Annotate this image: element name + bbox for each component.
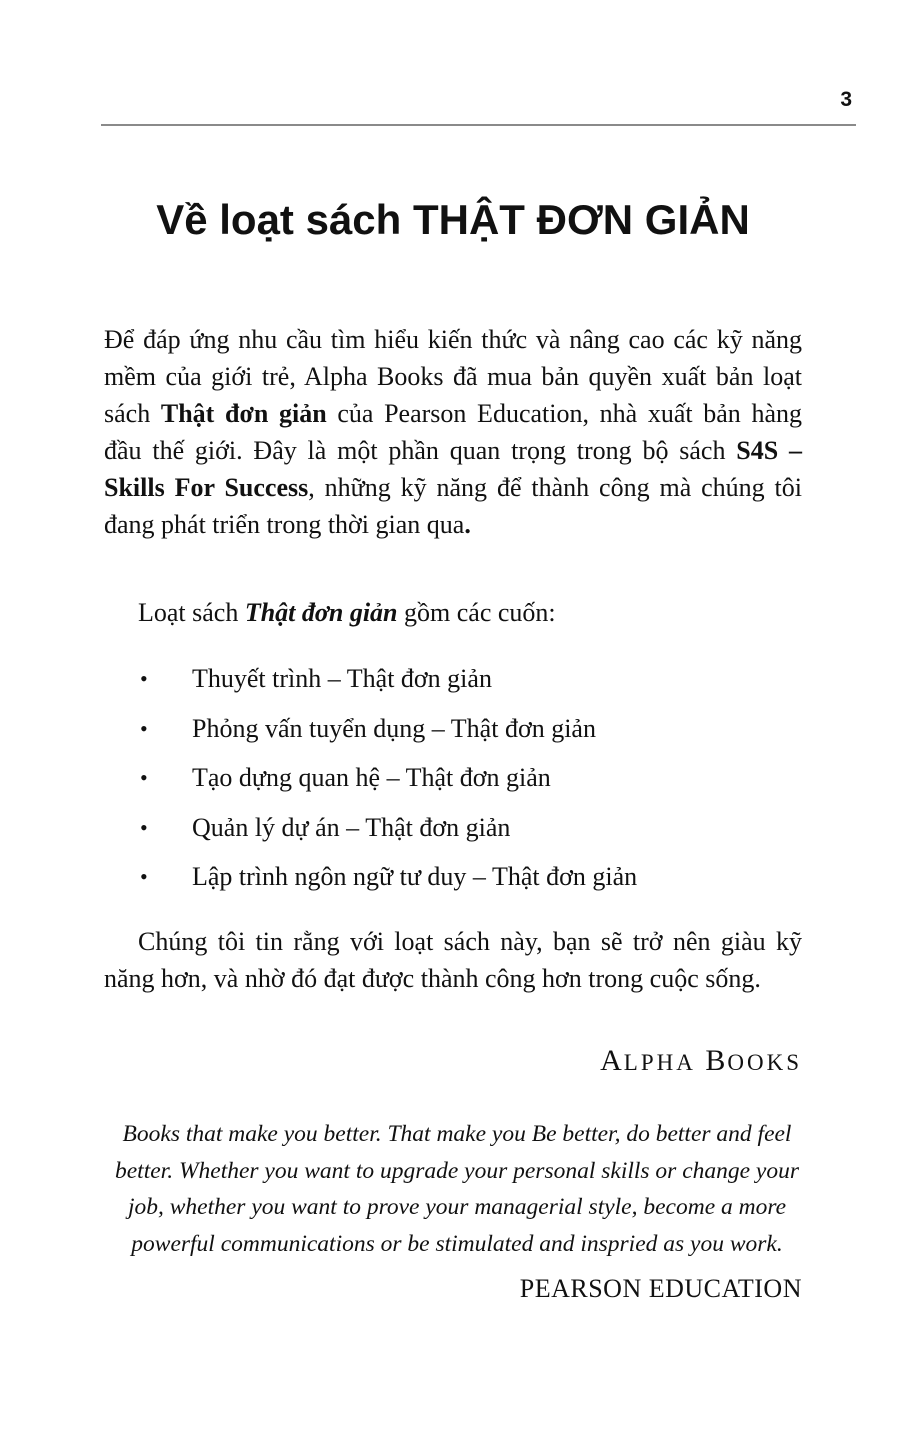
pearson-quote: Books that make you better. That make you Be better, do better and feel better. Whether you want to upgrade your personal skills or change your job, whether you want to prove your managerial style, become a more powerful communications or be stimulated and inspried as you work. [114, 1121, 800, 1257]
page-number: 3 [840, 88, 852, 111]
s4s-bold: S4S – Skills For Success [104, 436, 802, 502]
alpha-books-signature [600, 1044, 802, 1078]
bullet-icon: • [140, 765, 148, 790]
intro-end-mark: . [464, 510, 471, 539]
chapter-title: Về loạt sách THẬT ĐƠN GIẢN [156, 196, 750, 243]
closing-paragraph [104, 923, 802, 997]
alpha-initial: A [600, 1044, 624, 1077]
list-item [104, 710, 802, 747]
book-title: Tạo dựng quan hệ – Thật đơn giản [192, 763, 551, 792]
book-title: Quản lý dự án – Thật đơn giản [192, 812, 511, 842]
book-title: Phỏng vấn tuyển dụng – Thật đơn giản [192, 713, 596, 743]
intro-text-part3: , những kỹ năng để thành công mà chúng tôi đang phát triển trong thời gian qua [104, 473, 803, 539]
series-line-name: Thật đơn giản [244, 598, 398, 627]
list-item [104, 858, 802, 895]
list-item [104, 660, 802, 697]
list-item [104, 809, 802, 846]
list-item [104, 759, 802, 796]
book-title: Lập trình ngôn ngữ tư duy – Thật đơn giản [192, 862, 638, 891]
pearson-signature: PEARSON EDUCATION [519, 1274, 802, 1303]
closing-text: Chúng tôi tin rằng với loạt sách này, bạn sẽ trở nên giàu kỹ năng hơn, và nhờ đó đạt được thành công hơn trong cuộc sống. [104, 927, 802, 993]
books-rest: OOKS [727, 1050, 802, 1075]
bullet-icon: • [140, 814, 148, 840]
header-rule [101, 124, 856, 126]
book-title: Thuyết trình – Thật đơn giản [192, 664, 492, 693]
intro-text-part1: Để đáp ứng nhu cầu tìm hiểu kiến thức và nâng cao các kỹ năng mềm của giới trẻ, Alpha Books đã mua bản quyền xuất bản loạt sách [104, 325, 802, 428]
series-intro-line [138, 594, 802, 631]
books-initial: B [705, 1044, 728, 1077]
bullet-icon: • [140, 666, 148, 691]
series-line-prefix: Loạt sách [138, 598, 245, 627]
alpha-rest: LPHA [623, 1050, 696, 1075]
series-name-bold: Thật đơn giản [160, 399, 327, 428]
bullet-icon: • [140, 864, 148, 889]
bullet-icon: • [140, 715, 148, 741]
intro-paragraph [104, 321, 802, 543]
intro-text-part2: của Pearson Education, nhà xuất bản hàng đầu thế giới. Đây là một phần quan trọng trong bộ sách [104, 399, 802, 465]
book-list [104, 660, 802, 908]
series-line-suffix: gồm các cuốn: [397, 598, 556, 627]
